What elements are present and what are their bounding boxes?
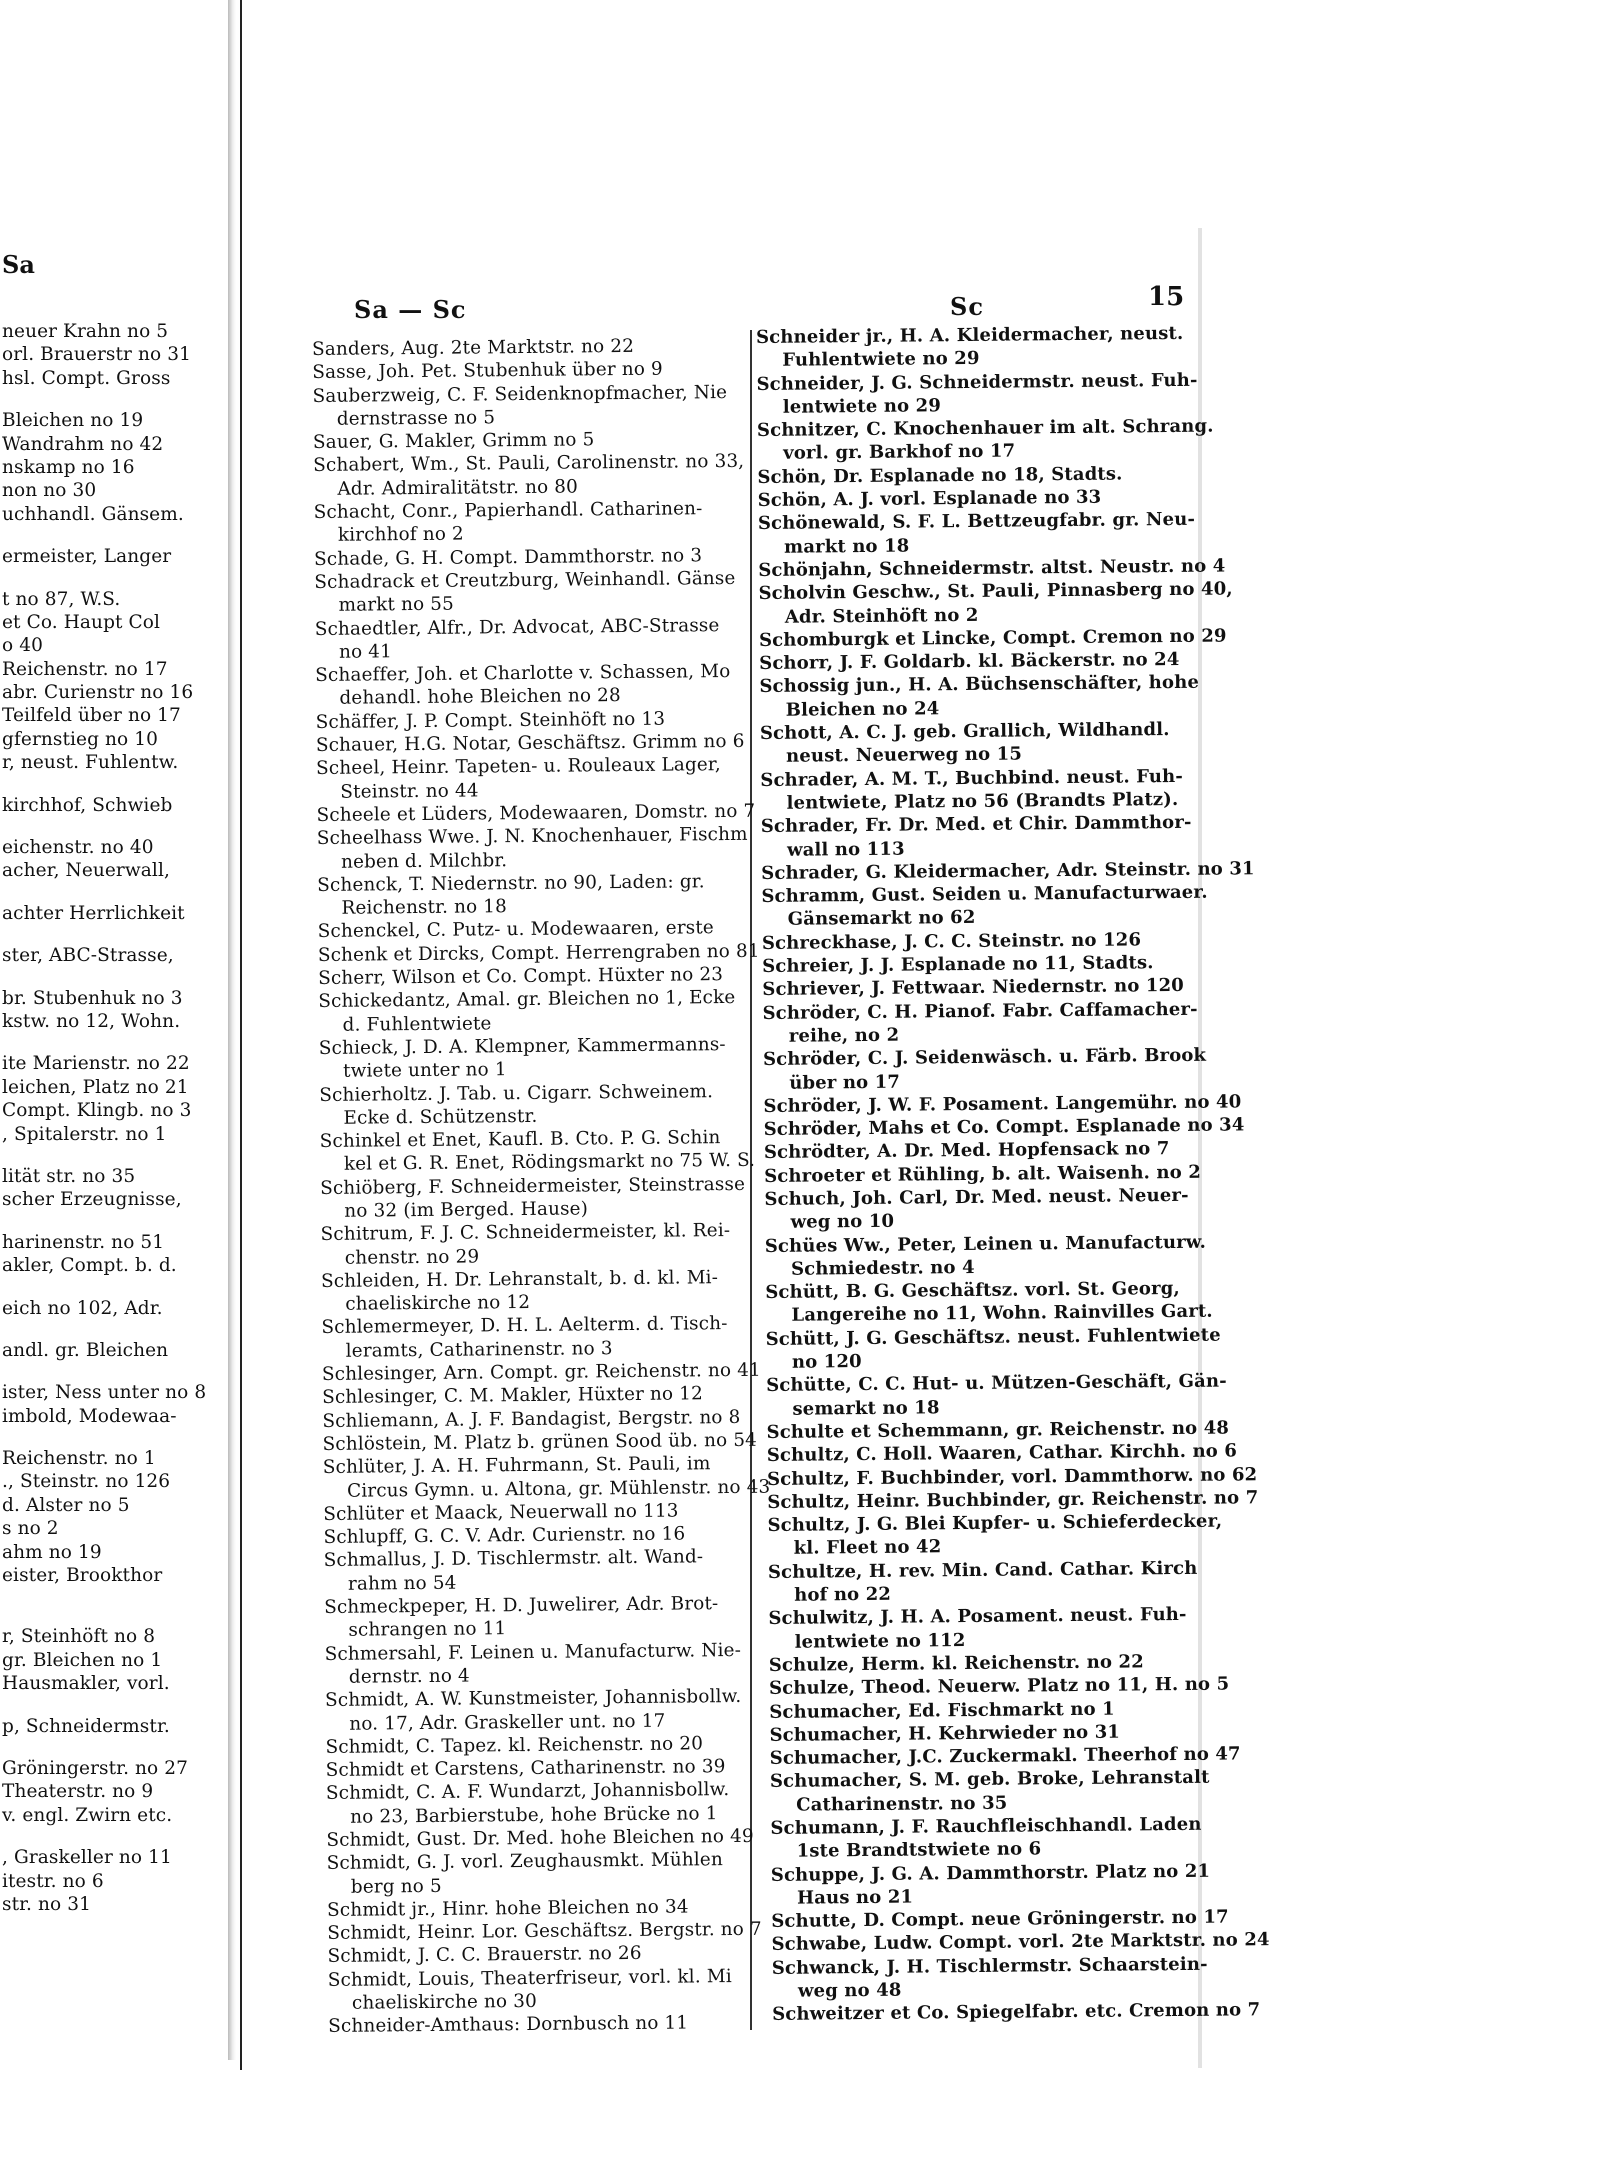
directory-entry-line: Schlesinger, C. M. Makler, Hüxter no 12 [322, 1383, 704, 1409]
left-page-lines [2, 320, 206, 1916]
directory-entry-line: Schneider jr., H. A. Kleidermacher, neust. [756, 322, 1184, 348]
directory-entry-line: Schröder, C. J. Seidenwäsch. u. Färb. Brook [762, 1044, 1207, 1071]
left-page-line: str. no 31 [2, 1893, 91, 1915]
directory-entry-line: Schwanck, J. H. Tischlermstr. Schaarstein- [771, 1953, 1208, 1979]
directory-entry-line: chaeliskirche no 30 [351, 1990, 537, 2014]
directory-entry-line: Schulte et Schemmann, gr. Reichenstr. no 48 [766, 1417, 1230, 1443]
directory-entry-line: Schauer, H.G. Notar, Geschäftsz. Grimm no 6 [315, 730, 745, 757]
left-page-line: scher Erzeugnisse, [2, 1189, 182, 1211]
directory-entry-line: no 41 [338, 641, 393, 663]
directory-entry-line: vorl. gr. Barkhof no 17 [783, 441, 1016, 465]
directory-entry-line: Schlemermeyer, D. H. L. Aelterm. d. Tisch- [321, 1313, 728, 1339]
directory-entry-line: Schmidt jr., Hinr. hohe Bleichen no 34 [326, 1896, 689, 1921]
directory-entry-line: Scholvin Geschw., St. Pauli, Pinnasberg no 40, [758, 578, 1233, 605]
left-page-line: orl. Brauerstr no 31 [2, 344, 191, 366]
directory-entry-line: Schmidt, J. C. C. Brauerstr. no 26 [327, 1943, 642, 1968]
left-page-line: leichen, Platz no 21 [2, 1076, 189, 1098]
directory-entry-line: Circus Gymn. u. Altona, gr. Mühlenstr. no 43 [346, 1476, 771, 1502]
left-page-line: r, neust. Fuhlentw. [2, 752, 179, 774]
directory-entry-line: Reichenstr. no 18 [341, 896, 508, 919]
directory-entry-line: Schossig jun., H. A. Büchsenschäfter, hohe [759, 672, 1200, 698]
left-page-line: hsl. Compt. Gross [2, 367, 171, 389]
left-page-line [2, 1428, 206, 1447]
directory-entry-line: Schleiden, H. Dr. Lehranstalt, b. d. kl. Mi- [320, 1267, 719, 1292]
directory-entry-line: kirchhof no 2 [337, 523, 464, 547]
directory-entry-line: Schramm, Gust. Seiden u. Manufacturwaer. [761, 881, 1208, 908]
left-page-line: Wandrahm no 42 [2, 433, 164, 455]
left-page-line: ite Marienstr. no 22 [2, 1053, 190, 1075]
directory-entry-line: Schinkel et Enet, Kaufl. B. Cto. P. G. Schin [319, 1127, 721, 1153]
directory-entry-line: Steinstr. no 44 [340, 780, 479, 803]
left-page-line: andl. gr. Bleichen [2, 1339, 169, 1361]
directory-entry-line: Schneider, J. G. Schneidermstr. neust. Fuh- [756, 369, 1198, 395]
directory-entry-line: Schmersahl, F. Leinen u. Manufacturw. Nie- [324, 1639, 742, 1665]
directory-entry-line: lentwiete, Platz no 56 (Brandts Platz). [786, 788, 1179, 814]
directory-entry-line: Schierholtz. J. Tab. u. Cigarr. Schweinem. [319, 1080, 714, 1106]
directory-entry-line: Schön, Dr. Esplanade no 18, Stadts. [757, 463, 1123, 488]
directory-entry-line: neben d. Milchbr. [340, 849, 508, 873]
directory-column-1 [312, 334, 776, 2039]
left-page-line [2, 1278, 206, 1297]
directory-entry-line: Schomburgk et Lincke, Compt. Cremon no 29 [758, 625, 1227, 651]
directory-entry-line: Schwabe, Ludw. Compt. vorl. 2te Marktstr. no 24 [771, 1929, 1270, 1956]
directory-entry-line: Schade, G. H. Compt. Dammthorstr. no 3 [314, 544, 703, 570]
directory-entry-line: Schnitzer, C. Knochenhauer im alt. Schrang. [756, 415, 1214, 442]
left-page-line: neuer Krahn no 5 [2, 321, 169, 342]
left-page-line: nskamp no 16 [2, 456, 135, 478]
directory-entry-line: Schmidt, G. J. vorl. Zeughausmkt. Mühlen [326, 1849, 724, 1875]
directory-entry-line: Schönewald, S. F. L. Bettzeugfabr. gr. Neu- [757, 509, 1196, 535]
left-page-line: ster, ABC-Strasse, [2, 945, 174, 967]
directory-entry-line: Catharinenstr. no 35 [796, 1792, 1008, 1816]
directory-entry-line: neust. Neuerweg no 15 [786, 743, 1023, 768]
directory-entry-line: kl. Fleet no 42 [793, 1536, 942, 1560]
directory-entry-line: Schultz, J. G. Blei Kupfer- u. Schieferdecker, [767, 1510, 1223, 1537]
directory-entry-line: Schmidt, Heinr. Lor. Geschäftsz. Bergstr. no 7 [327, 1918, 762, 1945]
left-page-line [2, 1738, 206, 1757]
directory-entry-line: Schrader, Fr. Dr. Med. et Chir. Dammthor- [760, 812, 1192, 838]
left-page-line: Bleichen no 19 [2, 410, 144, 432]
directory-entry-line: Ecke d. Schützenstr. [343, 1105, 538, 1129]
directory-entry-line: Schröder, C. H. Pianof. Fabr. Caffamacher- [762, 998, 1198, 1024]
directory-entry-line: dehandl. hohe Bleichen no 28 [339, 685, 621, 710]
directory-entry-line: Schmallus, J. D. Tischlermstr. alt. Wand- [323, 1546, 704, 1572]
directory-entry-line: Schmeckpeper, H. D. Juwelirer, Adr. Brot- [324, 1593, 719, 1618]
left-page-line: , Spitalerstr. no 1 [2, 1123, 167, 1145]
directory-entry-line: Bleichen no 24 [785, 698, 940, 721]
running-head-right: Sc [950, 292, 984, 321]
directory-entry-line: no 120 [791, 1351, 862, 1373]
left-page-line [2, 1827, 206, 1846]
page-number: 15 [1148, 282, 1185, 312]
directory-entry-line: Adr. Admiralitätstr. no 80 [337, 476, 579, 500]
left-page-line: achter Herrlichkeit [2, 902, 185, 924]
directory-entry-line: Scheel, Heinr. Tapeten- u. Rouleaux Lager, [316, 754, 721, 780]
directory-entry-line: wall no 113 [786, 838, 905, 861]
left-page-line: Theaterstr. no 9 [2, 1781, 154, 1803]
directory-entry-line: Schulwitz, J. H. A. Posament. neust. Fuh- [768, 1604, 1187, 1630]
left-page-line [2, 968, 206, 987]
directory-entry-line: Schabert, Wm., St. Pauli, Carolinenstr. no 33, [313, 451, 745, 477]
directory-entry-line: Schreier, J. J. Esplanade no 11, Stadts. [762, 952, 1154, 977]
left-page-line [2, 1362, 206, 1381]
directory-entry-line: chenstr. no 29 [344, 1246, 480, 1269]
directory-entry-line: Schlöstein, M. Platz b. grünen Sood üb. no 54 [322, 1429, 758, 1455]
left-page-line: et Co. Haupt Col [2, 611, 161, 633]
directory-entry-line: Schitrum, F. J. C. Schneidermeister, kl. Rei- [320, 1220, 731, 1246]
left-page-line: acher, Neuerwall, [2, 860, 170, 882]
directory-entry-line: schrangen no 11 [348, 1618, 507, 1642]
directory-entry-line: Schmidt et Carstens, Catharinenstr. no 39 [325, 1756, 726, 1782]
directory-entry-line: Schlüter, J. A. H. Fuhrmann, St. Pauli, im [322, 1453, 711, 1479]
directory-entry-line: Schuppe, J. G. A. Dammthorstr. Platz no 21 [770, 1860, 1211, 1886]
directory-entry-line: Schmidt, A. W. Kunstmeister, Johannisbollw. [324, 1686, 742, 1712]
left-page-line [2, 1033, 206, 1052]
left-page-rule [240, 0, 242, 2070]
directory-entry-line: hof no 22 [794, 1583, 892, 1606]
directory-entry-line: Langereihe no 11, Wohn. Rainvilles Gart. [791, 1301, 1213, 1327]
directory-entry-line: Schäffer, J. P. Compt. Steinhöft no 13 [315, 708, 666, 733]
directory-entry-line: Sauberzweig, C. F. Seidenknopfmacher, Nie [312, 381, 728, 407]
left-page-line: r, Steinhöft no 8 [2, 1626, 156, 1648]
directory-entry-line: Schmidt, Gust. Dr. Med. hohe Bleichen no 49 [326, 1825, 754, 1851]
directory-entry-line: Schiöberg, F. Schneidermeister, Steinstrasse [320, 1173, 746, 1199]
left-page-line [2, 883, 206, 902]
directory-entry-line: Scheelhass Wwe. J. N. Knochenhauer, Fischm [316, 824, 748, 850]
left-page-line: abr. Curienstr no 16 [2, 682, 194, 704]
left-page-line: uchhandl. Gänsem. [2, 503, 184, 525]
left-page-line: d. Alster no 5 [2, 1494, 130, 1516]
directory-entry-line: Schumacher, Ed. Fischmarkt no 1 [769, 1698, 1115, 1723]
left-page-line: ermeister, Langer [2, 546, 172, 568]
directory-entry-line: reihe, no 2 [788, 1024, 900, 1047]
left-page-line: Gröningerstr. no 27 [2, 1757, 189, 1779]
directory-entry-line: no 32 (im Berged. Hause) [344, 1198, 589, 1222]
directory-entry-line: Schönjahn, Schneidermstr. altst. Neustr. no 4 [758, 555, 1226, 581]
directory-entry-line: Schaedtler, Alfr., Dr. Advocat, ABC-Strasse [314, 614, 720, 640]
left-page-line [2, 817, 206, 836]
directory-entry-line: Schulze, Theod. Neuerw. Platz no 11, H. no 5 [768, 1673, 1230, 1700]
directory-entry-line: Schutte, D. Compt. neue Gröningerstr. no 17 [771, 1906, 1229, 1933]
directory-entry-line: Schmidt, Louis, Theaterfriseur, vorl. kl. Mi [327, 1965, 732, 1991]
directory-entry-line: Schrader, A. M. T., Buchbind. neust. Fuh- [760, 765, 1184, 791]
directory-entry-line: Schacht, Conr., Papierhandl. Catharinen- [313, 498, 703, 524]
directory-entry-line: Schmidt, C. A. F. Wundarzt, Johannisbollw. [325, 1779, 730, 1805]
directory-entry-line: Schreckhase, J. C. C. Steinstr. no 126 [761, 929, 1142, 954]
left-page-line: eichenstr. no 40 [2, 837, 154, 859]
left-page-line [2, 1696, 206, 1715]
directory-entry-line: leramts, Catharinenstr. no 3 [345, 1337, 613, 1362]
directory-entry-line: lentwiete no 29 [782, 395, 942, 418]
left-page-line: eister, Brookthor [2, 1565, 163, 1587]
left-page-line [2, 775, 206, 794]
left-page-line: gfernstieg no 10 [2, 728, 158, 750]
directory-entry-line: Schlesinger, Arn. Compt. gr. Reichenstr. no 41 [321, 1359, 761, 1386]
left-page-line: , Graskeller no 11 [2, 1847, 172, 1869]
left-page-line [2, 569, 206, 588]
directory-entry-line: Schön, A. J. vorl. Esplanade no 33 [757, 486, 1102, 512]
left-page-line: harinenstr. no 51 [2, 1231, 165, 1253]
left-facing-page [0, 250, 228, 2120]
directory-entry-line: Schenk et Dircks, Compt. Herrengraben no 81 [317, 940, 760, 966]
left-page-line: kirchhof, Schwieb [2, 794, 173, 816]
directory-entry-line: Schickedantz, Amal. gr. Bleichen no 1, Ecke [318, 987, 736, 1013]
left-page-line: t no 87, W.S. [2, 588, 121, 610]
directory-entry-line: dernstr. no 4 [348, 1665, 470, 1688]
left-page-line [2, 526, 206, 545]
left-page-line [2, 1587, 206, 1606]
directory-entry-line: Gänsemarkt no 62 [787, 907, 976, 931]
directory-entry-line: Schlüter et Maack, Neuerwall no 113 [323, 1500, 679, 1525]
directory-entry-line: Schulze, Herm. kl. Reichenstr. no 22 [768, 1651, 1144, 1676]
directory-entry-line: kel et G. R. Enet, Rödingsmarkt no 75 W. S. [343, 1150, 756, 1176]
left-page-line: gr. Bleichen no 1 [2, 1649, 163, 1671]
directory-entry-line: Sauer, G. Makler, Grimm no 5 [312, 429, 595, 454]
directory-entry-line: Haus no 21 [796, 1886, 914, 1909]
directory-entry-line: rahm no 54 [347, 1572, 457, 1595]
left-page-line [2, 1146, 206, 1165]
directory-entry-line: Schieck, J. D. A. Klempner, Kammermanns- [318, 1033, 726, 1059]
left-page-line: akler, Compt. b. d. [2, 1255, 177, 1277]
left-page-line: eich no 102, Adr. [2, 1297, 163, 1319]
left-page-line: Teilfeld über no 17 [2, 705, 181, 727]
directory-entry-line: lentwiete no 112 [794, 1629, 966, 1653]
directory-entry-line: Schultz, Heinr. Buchbinder, gr. Reichenstr. no 7 [767, 1487, 1259, 1513]
left-page-line [2, 1606, 206, 1625]
directory-entry-line: Schumann, J. F. Rauchfleischhandl. Laden [770, 1813, 1202, 1839]
directory-entry-line: Schweitzer et Co. Spiegelfabr. etc. Cremon no 7 [772, 1999, 1261, 2026]
directory-entry-line: Schadrack et Creutzburg, Weinhandl. Gänse [314, 567, 736, 593]
directory-entry-line: Sasse, Joh. Pet. Stubenhuk über no 9 [312, 358, 663, 384]
directory-entry-line: berg no 5 [350, 1875, 442, 1898]
directory-entry-line: Schrader, G. Kleidermacher, Adr. Steinstr. no 31 [761, 858, 1255, 884]
left-page-line: Reichenstr. no 17 [2, 658, 168, 680]
left-page-header: Sa [2, 250, 35, 279]
directory-entry-line: Schmiedestr. no 4 [790, 1256, 975, 1280]
directory-entry-line: Schumacher, S. M. geb. Broke, Lehranstalt [769, 1767, 1210, 1793]
left-page-line: ahm no 19 [2, 1541, 102, 1563]
directory-entry-line: markt no 55 [338, 593, 455, 617]
left-page-line: o 40 [2, 635, 43, 657]
directory-entry-line: no. 17, Adr. Graskeller unt. no 17 [349, 1710, 666, 1735]
directory-entry-line: chaeliskirche no 12 [345, 1292, 531, 1315]
left-page-line [2, 390, 206, 409]
directory-entry-line: Schlupff, G. C. V. Adr. Curienstr. no 16 [323, 1523, 686, 1549]
directory-entry-line: Schumacher, H. Kehrwieder no 31 [769, 1721, 1121, 1746]
left-page-line: Reichenstr. no 1 [2, 1448, 156, 1470]
left-page-line: non no 30 [2, 480, 97, 502]
directory-entry-line: weg no 48 [797, 1979, 902, 2002]
left-page-line: imbold, Modewaa- [2, 1405, 177, 1427]
directory-entry-line: Schües Ww., Peter, Leinen u. Manufacturw. [764, 1231, 1207, 1257]
running-head-left: Sa — Sc [354, 295, 467, 324]
directory-entry-line: Schröder, Mahs et Co. Compt. Esplanade no 34 [763, 1114, 1245, 1141]
directory-entry-line: Sanders, Aug. 2te Marktstr. no 22 [312, 335, 635, 360]
directory-entry-line: Schorr, J. F. Goldarb. kl. Bäckerstr. no 24 [759, 649, 1180, 675]
left-page-line: s no 2 [2, 1518, 59, 1540]
directory-entry-line: Adr. Steinhöft no 2 [784, 604, 979, 628]
directory-entry-line: Schriever, J. Fettwaar. Niedernstr. no 120 [762, 975, 1185, 1001]
left-page-line: v. engl. Zwirn etc. [2, 1804, 173, 1826]
directory-entry-line: d. Fuhlentwiete [342, 1012, 492, 1036]
directory-entry-line: Schmidt, C. Tapez. kl. Reichenstr. no 20 [325, 1733, 704, 1758]
directory-entry-line: no 23, Barbierstube, hohe Brücke no 1 [350, 1802, 718, 1828]
left-page-line: itestr. no 6 [2, 1870, 104, 1892]
directory-entry-line: Schütt, B. G. Geschäftsz. vorl. St. Georg, [765, 1278, 1180, 1304]
directory-entry-line: dernstrasse no 5 [336, 407, 496, 430]
directory-entry-line: Schultze, H. rev. Min. Cand. Cathar. Kirch [767, 1557, 1198, 1583]
left-page-line: lität str. no 35 [2, 1165, 136, 1187]
directory-column-2 [756, 321, 1270, 2026]
directory-entry-line: Schaeffer, Joh. et Charlotte v. Schassen, Mo [315, 661, 731, 687]
left-page-line: br. Stubenhuk no 3 [2, 987, 183, 1009]
book-gutter [228, 0, 236, 2060]
directory-entry-line: Schultz, F. Buchbinder, vorl. Dammthorw. no 62 [766, 1463, 1258, 1490]
directory-entry-line: Scherr, Wilson et Co. Compt. Hüxter no 23 [318, 964, 724, 989]
directory-entry-line: 1ste Brandtstwiete no 6 [796, 1838, 1042, 1862]
left-page-line: kstw. no 12, Wohn. [2, 1010, 181, 1032]
left-page-line: ., Steinstr. no 126 [2, 1471, 171, 1493]
left-page-line: Compt. Klingb. no 3 [2, 1100, 192, 1122]
directory-entry-line: semarkt no 18 [792, 1396, 940, 1420]
directory-entry-line: Schuch, Joh. Carl, Dr. Med. neust. Neuer- [764, 1184, 1189, 1210]
directory-entry-line: twiete unter no 1 [342, 1059, 507, 1082]
directory-entry-line: Schott, A. C. J. geb. Grallich, Wildhandl. [759, 719, 1170, 745]
left-page-line [2, 1212, 206, 1231]
directory-entry-line: Schneider-Amthaus: Dornbusch no 11 [328, 2012, 689, 2038]
directory-entry-line: Fuhlentwiete no 29 [782, 348, 980, 372]
left-page-line: Hausmakler, vorl. [2, 1673, 170, 1695]
directory-entry-line: Schütte, C. C. Hut- u. Mützen-Geschäft, Gän- [766, 1370, 1227, 1397]
directory-entry-line: Schütt, J. G. Geschäftsz. neust. Fuhlentwiete [765, 1324, 1221, 1350]
left-page-line: ister, Ness unter no 8 [2, 1382, 207, 1404]
left-page-line [2, 925, 206, 944]
left-page-line: p, Schneidermstr. [2, 1715, 170, 1737]
directory-entry-line: Schrödter, A. Dr. Med. Hopfensack no 7 [763, 1138, 1170, 1164]
directory-entry-line: weg no 10 [790, 1210, 895, 1233]
left-page-line [2, 1320, 206, 1339]
directory-entry-line: Schroeter et Rühling, b. alt. Waisenh. no 2 [764, 1161, 1202, 1187]
directory-entry-line: über no 17 [789, 1071, 901, 1094]
directory-entry-line: Schenck, T. Niedernstr. no 90, Laden: gr. [317, 871, 705, 896]
directory-entry-line: Schumacher, J.C. Zuckermakl. Theerhof no 47 [769, 1743, 1241, 1770]
directory-entry-line: Schultz, C. Holl. Waaren, Cathar. Kirchh. no 6 [766, 1440, 1238, 1467]
directory-entry-line: Scheele et Lüders, Modewaaren, Domstr. no 7 [316, 800, 756, 826]
directory-entry-line: Schliemann, A. J. F. Bandagist, Bergstr. no 8 [322, 1406, 741, 1432]
directory-entry-line: Schröder, J. W. F. Posament. Langemühr. no 40 [763, 1091, 1242, 1117]
directory-entry-line: markt no 18 [784, 535, 910, 558]
directory-entry-line: Schenckel, C. Putz- u. Modewaaren, erste [317, 917, 714, 943]
